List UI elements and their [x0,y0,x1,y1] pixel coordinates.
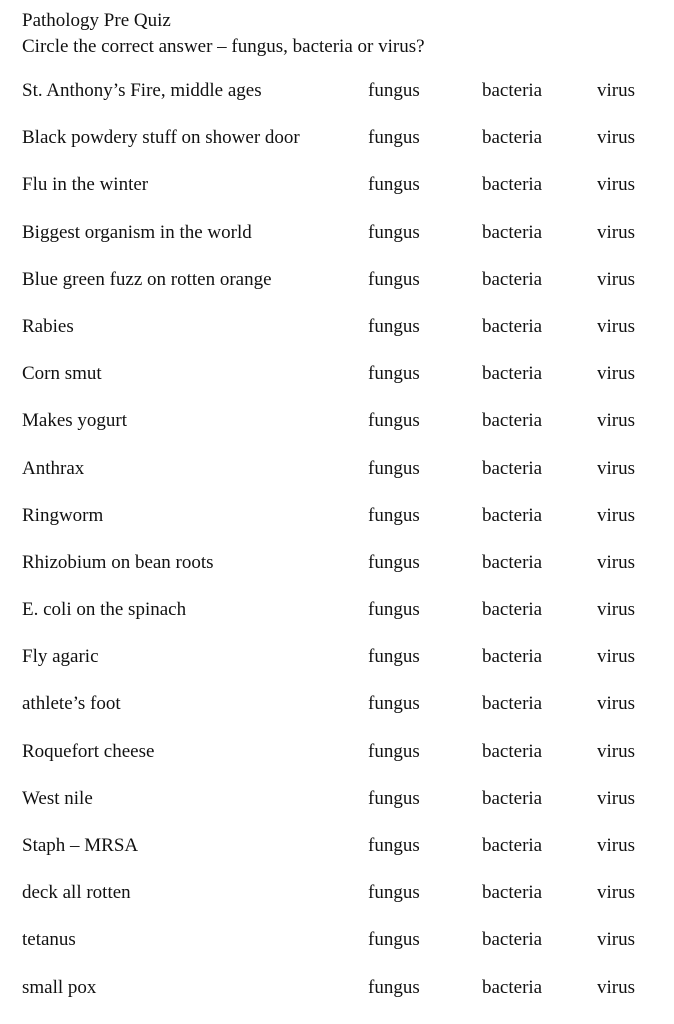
answer-option-bacteria: bacteria [482,835,543,856]
answer-option-bacteria: bacteria [482,174,543,196]
answer-option-virus: virus [597,174,635,196]
answer-option-bacteria: bacteria [482,787,543,809]
question-text: Flu in the winter [22,174,149,196]
question-text: Blue green fuzz on rotten orange [22,268,272,290]
question-text: Corn smut [22,363,102,385]
answer-option-fungus: fungus [368,80,420,101]
quiz-header [22,8,425,60]
question-row [0,170,674,217]
answer-option-virus: virus [597,504,635,526]
answer-option-virus: virus [597,127,635,149]
answer-option-bacteria: bacteria [482,80,543,101]
answer-option-fungus: fungus [368,410,420,432]
question-row [0,312,674,359]
answer-option-virus: virus [597,363,635,385]
answer-option-virus: virus [597,976,635,998]
answer-option-virus: virus [597,882,635,904]
question-row [0,548,674,595]
answer-option-fungus: fungus [368,976,420,998]
question-row [0,123,674,170]
question-row [0,595,674,642]
answer-option-bacteria: bacteria [482,315,543,337]
answer-option-bacteria: bacteria [482,457,543,479]
answer-option-virus: virus [597,551,635,573]
instructions: Circle the correct answer – fungus, bacteria or virus? [22,36,425,57]
answer-option-fungus: fungus [368,504,420,526]
question-text: Staph – MRSA [22,835,139,856]
answer-option-bacteria: bacteria [482,410,543,432]
question-text: Rabies [22,315,74,337]
answer-option-bacteria: bacteria [482,268,543,290]
question-text: athlete’s foot [22,693,121,715]
question-text: E. coli on the spinach [22,599,187,621]
answer-option-virus: virus [597,315,635,337]
question-row [0,501,674,548]
answer-option-bacteria: bacteria [482,929,543,951]
answer-option-bacteria: bacteria [482,646,543,668]
question-row [0,218,674,265]
question-text: Makes yogurt [22,410,128,432]
answer-option-virus: virus [597,929,635,951]
answer-option-fungus: fungus [368,551,420,573]
question-text: Black powdery stuff on shower door [22,127,300,149]
question-row [0,454,674,501]
question-row [0,265,674,312]
answer-option-fungus: fungus [368,693,420,715]
answer-option-fungus: fungus [368,882,420,904]
question-text: Anthrax [22,457,85,479]
question-list [0,76,674,1020]
answer-option-fungus: fungus [368,268,420,290]
question-row [0,359,674,406]
answer-option-bacteria: bacteria [482,976,543,998]
question-text: St. Anthony’s Fire, middle ages [22,80,262,101]
answer-option-virus: virus [597,80,635,101]
answer-option-virus: virus [597,835,635,856]
question-text: Roquefort cheese [22,740,155,762]
answer-option-bacteria: bacteria [482,740,543,762]
question-row [0,878,674,925]
answer-option-fungus: fungus [368,127,420,149]
question-row [0,642,674,689]
question-text: Ringworm [22,504,104,526]
question-row [0,973,674,1020]
answer-option-fungus: fungus [368,221,420,243]
question-row [0,831,674,878]
answer-option-bacteria: bacteria [482,882,543,904]
question-row [0,689,674,736]
answer-option-bacteria: bacteria [482,599,543,621]
answer-option-bacteria: bacteria [482,504,543,526]
answer-option-fungus: fungus [368,363,420,385]
question-text: small pox [22,976,97,998]
answer-option-virus: virus [597,693,635,715]
answer-option-virus: virus [597,268,635,290]
answer-option-bacteria: bacteria [482,221,543,243]
answer-option-virus: virus [597,646,635,668]
answer-option-fungus: fungus [368,174,420,196]
answer-option-virus: virus [597,599,635,621]
answer-option-virus: virus [597,457,635,479]
answer-option-bacteria: bacteria [482,363,543,385]
question-text: Biggest organism in the world [22,221,252,243]
question-row [0,925,674,972]
answer-option-fungus: fungus [368,315,420,337]
answer-option-fungus: fungus [368,599,420,621]
question-row [0,737,674,784]
answer-option-fungus: fungus [368,929,420,951]
question-text: Rhizobium on bean roots [22,551,214,573]
answer-option-virus: virus [597,410,635,432]
answer-option-virus: virus [597,221,635,243]
answer-option-bacteria: bacteria [482,551,543,573]
answer-option-bacteria: bacteria [482,693,543,715]
answer-option-fungus: fungus [368,787,420,809]
question-row [0,406,674,453]
question-text: deck all rotten [22,882,131,904]
answer-option-fungus: fungus [368,835,420,856]
question-text: Fly agaric [22,646,99,668]
answer-option-fungus: fungus [368,457,420,479]
answer-option-virus: virus [597,740,635,762]
question-text: West nile [22,787,93,809]
question-row [0,76,674,123]
answer-option-fungus: fungus [368,740,420,762]
page-title: Pathology Pre Quiz [22,10,171,31]
answer-option-fungus: fungus [368,646,420,668]
answer-option-virus: virus [597,787,635,809]
question-text: tetanus [22,929,76,951]
answer-option-bacteria: bacteria [482,127,543,149]
question-row [0,784,674,831]
